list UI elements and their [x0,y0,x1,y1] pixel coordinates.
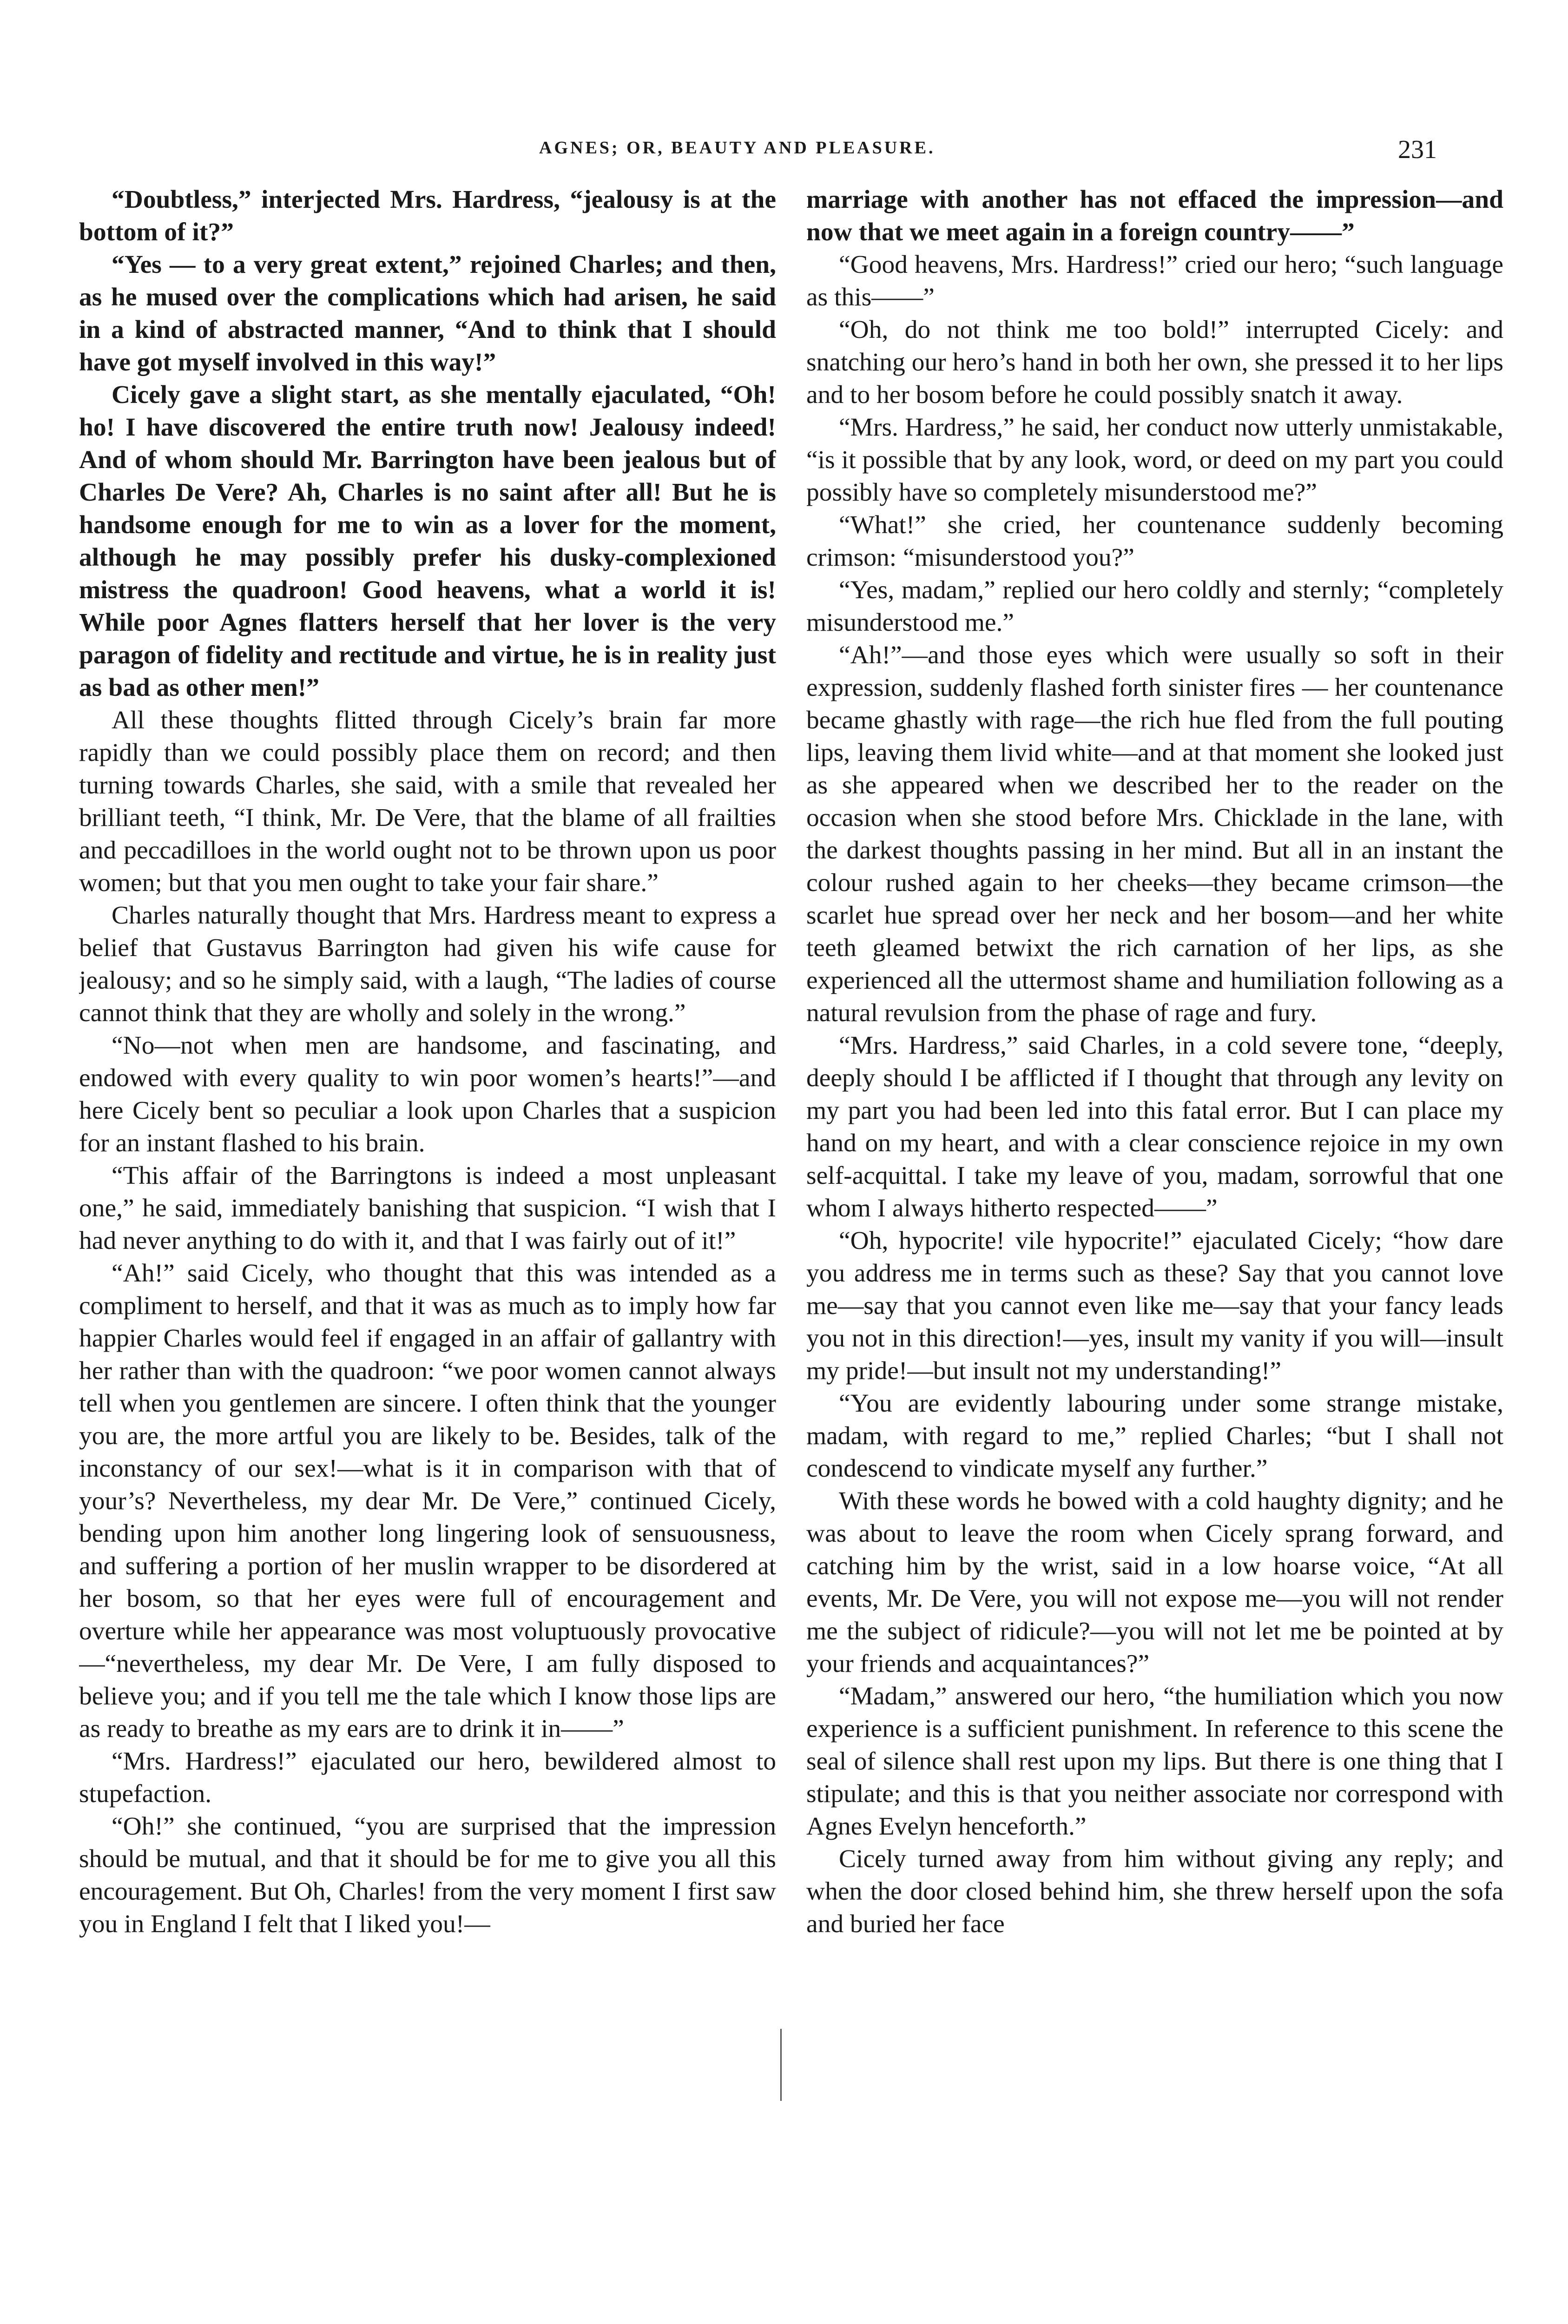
page-header [0,135,1568,172]
paragraph: All these thoughts flitted through Cicely’s brain far more rapidly than we could possibly place them on record; and then turning towards Charles, she said, with a smile that revealed her brilliant teeth, “I think, Mr. De Vere, that the blame of all frailties and peccadilloes in the world ought not to be thrown upon us poor women; but that you men ought to take your fair share.” [79,706,776,897]
paragraph: “Oh, hypocrite! vile hypocrite!” ejaculated Cicely; “how dare you address me in terms such as these? Say that you cannot love me—say that you cannot even like me—say that your fancy leads you not in this direction!—yes, insult my vanity if you will—insult my pride!—but insult not my understanding!” [806,1227,1503,1385]
paragraph: “Ah!”—and those eyes which were usually so soft in their expression, suddenly flashed forth sinister fires — her countenance became ghastly with rage—the rich hue fled from the full pouting lips, leaving them livid white—and at that moment she looked just as she appeared when we described her to the reader on the occasion when she stood before Mrs. Chicklade in the lane, with the darkest thoughts passing in her mind. But all in an instant the colour rushed again to her cheeks—they became crimson—the scarlet hue spread over her neck and her bosom—and her white teeth gleamed betwixt the rich carnation of her lips, as she experienced all the uttermost shame and humiliation following as a natural revulsion from the phase of rage and fury. [806,641,1503,1027]
paragraph: “Mrs. Hardress!” ejaculated our hero, bewildered almost to stupefaction. [79,1747,776,1808]
paragraph: “What!” she cried, her countenance suddenly becoming crimson: “misunderstood you?” [806,511,1503,572]
column-rule [780,2029,782,2101]
paragraph: “Doubtless,” interjected Mrs. Hardress, “jealousy is at the bottom of it?” [79,185,776,246]
paragraph: “Oh, do not think me too bold!” interrupted Cicely: and snatching our hero’s hand in both her own, she pressed it to her lips and to her bosom before he could possibly snatch it away. [806,316,1503,409]
right-column [806,184,1503,2322]
paragraph: Cicely gave a slight start, as she mentally ejaculated, “Oh! ho! I have discovered the entire truth now! Jealousy indeed! And of whom should Mr. Barrington have been jealous but of Charles De Vere? Ah, Charles is no saint after all! But he is handsome enough for me to win as a lover for the moment, although he may possibly prefer his dusky-complexioned mistress the quadroon! Good heavens, what a world it is! While poor Agnes flatters herself that her lover is the very paragon of fidelity and rectitude and virtue, he is in reality just as bad as other men!” [79,381,776,702]
paragraph: “Good heavens, Mrs. Hardress!” cried our hero; “such language as this——” [806,251,1503,311]
paragraph: “Yes — to a very great extent,” rejoined Charles; and then, as he mused over the complications which had arisen, he said in a kind of abstracted manner, “And to think that I should have got myself involved in this way!” [79,251,776,376]
paragraph: With these words he bowed with a cold haughty dignity; and he was about to leave the room when Cicely sprang forward, and catching him by the wrist, said in a low hoarse voice, “At all events, Mr. De Vere, you will not expose me—you will not render me the subject of ridicule?—you will not let me be pointed at by your friends and acquaintances?” [806,1487,1503,1678]
paragraph: Charles naturally thought that Mrs. Hardress meant to express a belief that Gustavus Barrington had given his wife cause for jealousy; and so he simply said, with a laugh, “The ladies of course cannot think that they are wholly and solely in the wrong.” [79,901,776,1027]
paragraph: “You are evidently labouring under some strange mistake, madam, with regard to me,” replied Charles; “but I shall not condescend to vindicate myself any further.” [806,1389,1503,1483]
paragraph: “Mrs. Hardress,” said Charles, in a cold severe tone, “deeply, deeply should I be afflicted if I thought that through any levity on my part you had been led into this fatal error. But I can place my hand on my heart, and with a clear conscience rejoice in my own self-acquittal. I take my leave of you, madam, sorrowful that one whom I always hitherto respected——” [806,1031,1503,1222]
paragraph: “This affair of the Barringtons is indeed a most unpleasant one,” he said, immediately banishing that suspicion. “I wish that I had never anything to do with it, and that I was fairly out of it!” [79,1162,776,1255]
page-number: 231 [1398,135,1437,164]
paragraph: “No—not when men are handsome, and fascinating, and endowed with every quality to win poor women’s hearts!”—and here Cicely bent so peculiar a look upon Charles that a suspicion for an instant flashed to his brain. [79,1031,776,1157]
paragraph: “Madam,” answered our hero, “the humiliation which you now experience is a sufficient punishment. In reference to this scene the seal of silence shall rest upon my lips. But there is one thing that I stipulate; and this is that you neither associate nor correspond with Agnes Evelyn henceforth.” [806,1682,1503,1841]
paragraph: “Ah!” said Cicely, who thought that this was intended as a compliment to herself, and that it was as much as to imply how far happier Charles would feel if engaged in an affair of gallantry with her rather than with the quadroon: “we poor women cannot always tell when you gentlemen are sincere. I often think that the younger you are, the more artful you are likely to be. Besides, talk of the inconstancy of our sex!—what is it in comparison with that of your’s? Nevertheless, my dear Mr. De Vere,” continued Cicely, bending upon him another long lingering look of sensuousness, and suffering a portion of her muslin wrapper to be disordered at her bosom, so that her eyes were full of encouragement and overture while her appearance was most voluptuously provocative—“nevertheless, my dear Mr. De Vere, I am fully disposed to believe you; and if you tell me the tale which I know those lips are as ready to breathe as my ears are to drink it in——” [79,1259,776,1743]
left-column [79,184,776,2322]
running-head: AGNES; OR, BEAUTY AND PLEASURE. [539,138,936,158]
paragraph: “Mrs. Hardress,” he said, her conduct now utterly unmistakable, “is it possible that by any look, word, or deed on my part you could possibly have so completely misunderstood me?” [806,413,1503,507]
paragraph: “Yes, madam,” replied our hero coldly and sternly; “completely misunderstood me.” [806,576,1503,637]
paragraph: Cicely turned away from him without giving any reply; and when the door closed behind him, she threw herself upon the sofa and buried her face [806,1845,1503,1938]
paragraph: marriage with another has not effaced the impression—and now that we meet again in a foreign country——” [806,185,1503,246]
paragraph: “Oh!” she continued, “you are surprised that the impression should be mutual, and that it should be for me to give you all this encouragement. But Oh, Charles! from the very moment I first saw you in England I felt that I liked you!— [79,1812,776,1938]
